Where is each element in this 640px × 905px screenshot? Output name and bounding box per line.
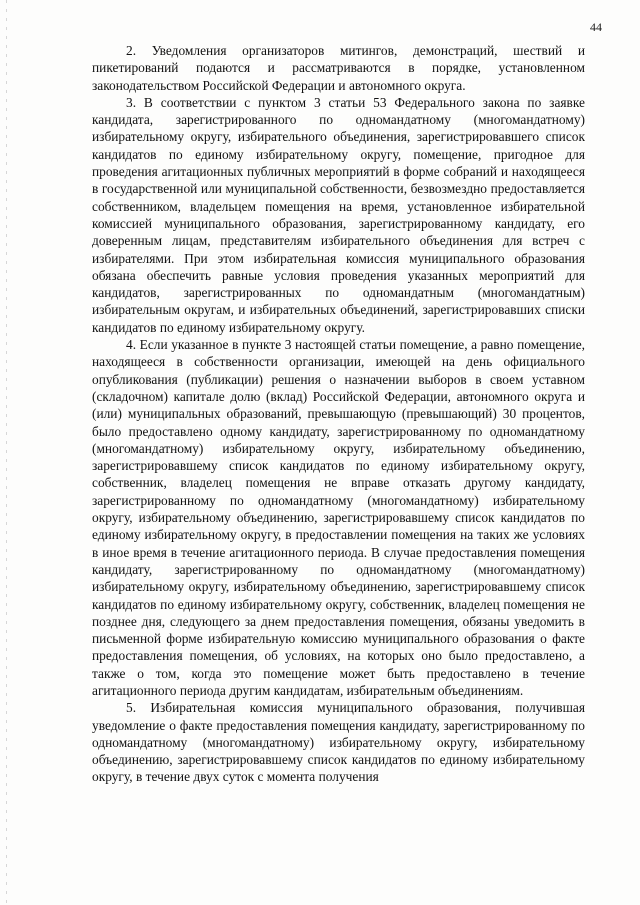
paragraph-5-commission-notification: 5. Избирательная комиссия муниципального образования, получившая уведомление о факте предоставления помещения кандидату, зарегистрированному по одномандатному (многомандатному) избирательному округу, избирательному объединению, зарегистрировавшему список кандидатов по единому избирательному округу, в течение двух суток с момента получения <box>92 700 585 785</box>
paragraph-4-premises-equal-terms: 4. Если указанное в пункте 3 настоящей статьи помещение, а равно помещение, находящееся в собственности организации, имеющей на день официального опубликования (публикации) решения о назначении выборов в своем уставном (складочном) капитале долю (вклад) Российской Федерации, автономного округа и (или) муниципальных образований, превышающую (превышающий) 30 процентов, было предоставлено одному кандидату, зарегистрированному по одномандатному (многомандатному) избирательному округу, избирательному объединению, зарегистрировавшему список кандидатов по единому избирательному округу, собственник, владелец помещения не вправе отказать другому кандидату, зарегистрированному по одномандатному (многомандатному) избирательному округу, избирательному объединению, зарегистрировавшему список кандидатов по единому избирательному округу, в предоставлении помещения на таких же условиях в иное время в течение агитационного периода. В случае предоставления помещения кандидату, зарегистрированному по одномандатному (многомандатному) избирательному округу, избирательному объединению, зарегистрировавшему список кандидатов по единому избирательному округу, собственник, владелец помещения не позднее дня, следующего за днем предоставления помещения, обязаны уведомить в письменной форме избирательную комиссию муниципального образования о факте предоставления помещения, об условиях, на которых оно было предоставлено, а также о том, когда это помещение может быть предоставлено в течение агитационного периода другим кандидатам, избирательным объединениям. <box>92 337 585 698</box>
paragraph-3-premises-provision: 3. В соответствии с пунктом 3 статьи 53 Федерального закона по заявке кандидата, зарегистрированного по одномандатному (многомандатному) избирательному округу, избирательного объединения, зарегистрировавшего список кандидатов по единому избирательному округу, помещение, пригодное для проведения агитационных публичных мероприятий в форме собраний и находящееся в государственной или муниципальной собственности, безвозмездно предоставляется собственником, владельцем помещения на время, установленное избирательной комиссией муниципального образования, зарегистрированному кандидату, его доверенным лицам, представителям избирательного объединения для встреч с избирателями. При этом избирательная комиссия муниципального образования обязана обеспечить равные условия проведения указанных мероприятий для кандидатов, зарегистрированных по одномандатным (многомандатным) избирательным округам, и избирательных объединений, зарегистрировавших списки кандидатов по единому избирательному округу. <box>92 94 585 335</box>
scan-binding-edge <box>6 0 7 905</box>
paragraph-2-notifications: 2. Уведомления организаторов митингов, демонстраций, шествий и пикетирований подаются и рассматриваются в порядке, установленном законодательством Российской Федерации и автономного округа. <box>92 43 585 93</box>
document-body <box>92 42 585 786</box>
page-number: 44 <box>590 20 602 34</box>
